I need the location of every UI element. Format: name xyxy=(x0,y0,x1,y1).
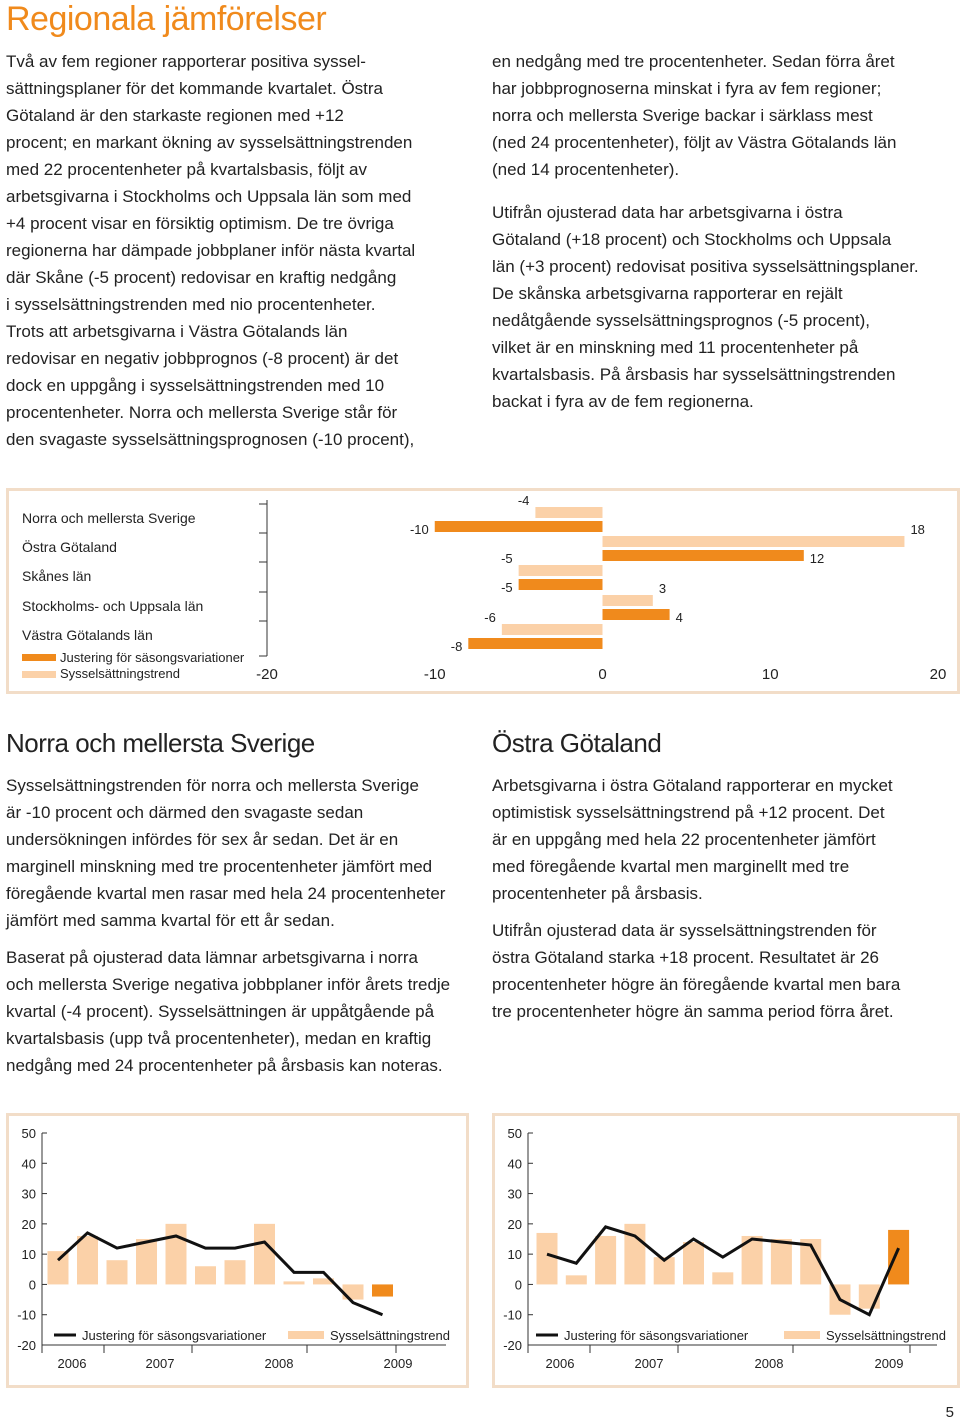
intro-left-line: +4 procent visar en försiktig optimism. De tre övriga xyxy=(6,214,394,233)
y-tick-label: 30 xyxy=(507,1186,522,1202)
bar-value-label: -6 xyxy=(484,610,496,625)
legend-swatch-trend xyxy=(22,671,56,678)
bar-value-label: 4 xyxy=(675,610,683,625)
intro-left-line: Trots att arbetsgivarna i Västra Götalands län xyxy=(6,322,348,341)
category-label: Västra Götalands län xyxy=(22,627,153,643)
bar-trend xyxy=(603,536,905,547)
intro-right-1-line: norra och mellersta Sverige backar i särklass mest xyxy=(492,106,873,125)
intro-right-2-line: backat i fyra av de fem regionerna. xyxy=(492,392,754,411)
intro-right-2-line: Utifrån ojusterad data har arbetsgivarna i östra xyxy=(492,203,843,222)
intro-left-line: där Skåne (-5 procent) redovisar en kraftig nedgång xyxy=(6,268,397,287)
section-norra-p1-line: Sysselsättningstrenden för norra och mellersta Sverige xyxy=(6,776,419,795)
intro-left-line: den svagaste sysselsättningsprognosen (-10 procent), xyxy=(6,430,415,449)
year-label: 2006 xyxy=(57,1356,87,1371)
trend-bar xyxy=(771,1239,792,1284)
y-tick-label: 50 xyxy=(507,1126,522,1141)
x-tick-label: 0 xyxy=(598,666,607,683)
y-tick-label: -10 xyxy=(503,1307,522,1323)
intro-left-line: procent; en markant ökning av sysselsättningstrenden xyxy=(6,133,413,152)
page-number: 5 xyxy=(945,1404,954,1421)
y-tick-label: 20 xyxy=(507,1216,522,1232)
trend-bar xyxy=(712,1272,733,1284)
trend-bar xyxy=(537,1233,558,1284)
section-norra-p2-line: Baserat på ojusterad data lämnar arbetsgivarna i norra xyxy=(6,948,419,967)
section-ostra-p2-line: östra Götaland starka +18 procent. Resultatet är 26 xyxy=(492,948,879,967)
category-label: Stockholms- och Uppsala län xyxy=(22,598,204,614)
section-norra-p2-line: kvartalsbasis (upp två procentenheter), medan en kraftig xyxy=(6,1029,432,1048)
section-norra-p1-line: är -10 procent och därmed den svagaste sedan xyxy=(6,803,364,822)
y-tick-label: 10 xyxy=(21,1247,36,1263)
section-ostra-p1-line: är en uppgång med hela 22 procentenheter jämfört xyxy=(492,830,876,849)
year-label: 2009 xyxy=(383,1356,413,1371)
intro-right-paragraph-2 xyxy=(492,199,952,415)
bar-value-label: -5 xyxy=(501,551,513,566)
bar-adjusted xyxy=(603,550,804,561)
section-norra-p1-line: marginell minskning med tre procentenheter jämfört med xyxy=(6,857,433,876)
section-ostra-p2-line: tre procentenheter högre än samma period förra året. xyxy=(492,1002,894,1021)
section-norra-p2-line: nedgång med 24 procentenheter på årsbasis kan noteras. xyxy=(6,1056,443,1075)
trend-bar xyxy=(166,1224,187,1285)
intro-left-line: Två av fem regioner rapporterar positiva syssel- xyxy=(6,52,366,71)
section-norra-p1-line: jämfört med samma kvartal för ett år sedan. xyxy=(6,911,335,930)
legend-swatch-bar xyxy=(288,1331,324,1339)
section-norra-p2-line: och mellersta Sverige negativa jobbplaner inför årets tredje xyxy=(6,975,451,994)
regional-bar-chart xyxy=(0,488,960,694)
year-label: 2006 xyxy=(545,1356,575,1371)
bar-trend xyxy=(519,565,603,576)
trend-bar xyxy=(284,1281,305,1284)
legend-swatch-bar xyxy=(784,1331,820,1339)
y-tick-label: 30 xyxy=(21,1186,36,1202)
section-ostra-p1-line: procentenheter på årsbasis. xyxy=(492,884,703,903)
trend-chart-norra xyxy=(6,1113,469,1388)
y-tick-label: -20 xyxy=(17,1338,36,1353)
bar-value-label: 12 xyxy=(809,551,825,566)
category-label: Skånes län xyxy=(22,568,92,584)
intro-right-1-line: har jobbprognoserna minskat i fyra av fem regioner; xyxy=(492,79,882,98)
section-ostra-p1-line: optimistisk sysselsättningstrend på +12 procent. Det xyxy=(492,803,885,822)
trend-bar xyxy=(683,1242,704,1284)
year-label: 2008 xyxy=(754,1356,784,1371)
bar-adjusted xyxy=(435,521,603,532)
intro-right-1-line: en nedgång med tre procentenheter. Sedan förra året xyxy=(492,52,895,71)
trend-bar xyxy=(77,1236,98,1284)
intro-right-2-line: nedåtgående sysselsättningsprognos (-5 procent), xyxy=(492,311,871,330)
year-label: 2007 xyxy=(634,1356,664,1371)
intro-right-2-line: De skånska arbetsgivarna rapporterar en rejält xyxy=(492,284,843,303)
trend-bar xyxy=(888,1230,909,1285)
intro-right-2-line: vilket är en minskning med 11 procentenheter på xyxy=(492,338,859,357)
trend-bar xyxy=(372,1284,393,1296)
section-norra-p1-line: föregående kvartal men rasar med hela 24 procentenheter xyxy=(6,884,446,903)
section-ostra-paragraph-1 xyxy=(492,772,952,907)
legend-label-adjusted: Justering för säsongsvariationer xyxy=(60,650,245,665)
bar-adjusted xyxy=(519,579,603,590)
intro-left-line: regionerna har dämpade jobbplaner inför nästa kvartal xyxy=(6,241,416,260)
intro-left-line: Götaland är den starkaste regionen med +12 xyxy=(6,106,344,125)
bar-trend xyxy=(603,595,653,606)
intro-right-2-line: Götaland (+18 procent) och Stockholms och Uppsala xyxy=(492,230,892,249)
bar-value-label: 3 xyxy=(658,581,667,596)
bar-value-label: 18 xyxy=(910,522,925,537)
bar-adjusted xyxy=(603,609,670,620)
intro-right-2-line: län (+3 procent) redovisat positiva sysselsättningsplaner. xyxy=(492,257,919,276)
category-label: Östra Götaland xyxy=(22,539,117,555)
trend-bar xyxy=(566,1275,587,1284)
trend-chart-ostra xyxy=(492,1113,960,1388)
intro-left-line: dock en uppgång i sysselsättningstrenden med 10 xyxy=(6,376,385,395)
section-norra-paragraph-1 xyxy=(6,772,481,934)
y-tick-label: 50 xyxy=(21,1126,36,1141)
bar-value-label: -4 xyxy=(517,493,530,508)
intro-right-1-line: (ned 14 procentenheter). xyxy=(492,160,680,179)
bar-trend xyxy=(535,507,602,518)
legend-label-bar: Sysselsättningstrend xyxy=(330,1328,450,1343)
trend-bar xyxy=(254,1224,275,1285)
intro-left-line: sättningsplaner för det kommande kvartalet. Östra xyxy=(6,79,384,98)
legend-label-bar: Sysselsättningstrend xyxy=(826,1328,946,1343)
legend-label-line: Justering för säsongsvariationer xyxy=(82,1328,267,1343)
y-tick-label: -10 xyxy=(17,1307,36,1323)
section-ostra-paragraph-2 xyxy=(492,917,952,1025)
trend-bar xyxy=(595,1236,616,1284)
year-label: 2007 xyxy=(145,1356,175,1371)
section-heading-ostra: Östra Götaland xyxy=(492,728,662,758)
intro-left-line: redovisar en negativ jobbprognos (-8 procent) är det xyxy=(6,349,399,368)
intro-right-2-line: kvartalsbasis. På årsbasis har sysselsättningstrenden xyxy=(492,365,896,384)
trend-bar xyxy=(48,1251,69,1284)
section-heading-norra: Norra och mellersta Sverige xyxy=(6,728,315,758)
x-tick-label: -10 xyxy=(423,666,446,683)
y-tick-label: 0 xyxy=(28,1277,36,1293)
year-label: 2009 xyxy=(874,1356,904,1371)
year-label: 2008 xyxy=(264,1356,294,1371)
bar-adjusted xyxy=(468,638,602,649)
section-ostra-p1-line: med föregående kvartal men marginellt med tre xyxy=(492,857,850,876)
y-tick-label: 20 xyxy=(21,1216,36,1232)
trend-bar xyxy=(107,1260,128,1284)
bar-value-label: -8 xyxy=(450,639,463,654)
x-tick-label: -20 xyxy=(256,666,278,683)
trend-bar xyxy=(343,1284,364,1299)
category-label: Norra och mellersta Sverige xyxy=(22,510,196,526)
trend-bar xyxy=(225,1260,246,1284)
intro-left-paragraph xyxy=(6,48,476,453)
intro-right-paragraph-1 xyxy=(492,48,952,183)
section-norra-p1-line: undersökningen infördes för sex år sedan. Det är en xyxy=(6,830,399,849)
intro-left-line: med 22 procentenheter på kvartalsbasis, följt av xyxy=(6,160,367,179)
intro-left-line: i sysselsättningstrenden med nio procentenheter. xyxy=(6,295,376,314)
x-tick-label: 10 xyxy=(761,666,779,683)
legend-label-line: Justering för säsongsvariationer xyxy=(564,1328,749,1343)
intro-left-line: arbetsgivarna i Stockholms och Uppsala län som med xyxy=(6,187,412,206)
section-norra-paragraph-2 xyxy=(6,944,481,1079)
legend-swatch-adjusted xyxy=(22,654,56,661)
section-ostra-p2-line: procentenheter högre än föregående kvartal men bara xyxy=(492,975,901,994)
section-ostra-p1-line: Arbetsgivarna i östra Götaland rapporterar en mycket xyxy=(492,776,893,795)
trend-bar xyxy=(136,1239,157,1284)
bar-trend xyxy=(502,624,603,635)
page-title: Regionala jämförelser xyxy=(6,0,327,38)
x-tick-label: 20 xyxy=(929,666,947,683)
bar-value-label: -10 xyxy=(409,522,429,537)
y-tick-label: -20 xyxy=(503,1338,522,1353)
intro-right-1-line: (ned 24 procentenheter), följt av Västra Götalands län xyxy=(492,133,897,152)
section-norra-p2-line: kvartal (-4 procent). Sysselsättningen är uppåtgående på xyxy=(6,1002,435,1021)
trend-bar xyxy=(195,1266,216,1284)
section-ostra-p2-line: Utifrån ojusterad data är sysselsättningstrenden för xyxy=(492,921,877,940)
y-tick-label: 10 xyxy=(507,1247,522,1263)
y-tick-label: 0 xyxy=(514,1277,522,1293)
intro-left-line: procentenheter. Norra och mellersta Sverige står för xyxy=(6,403,398,422)
legend-label-trend: Sysselsättningstrend xyxy=(60,666,180,681)
y-tick-label: 40 xyxy=(507,1156,522,1172)
bar-value-label: -5 xyxy=(501,580,513,595)
y-tick-label: 40 xyxy=(21,1156,36,1172)
